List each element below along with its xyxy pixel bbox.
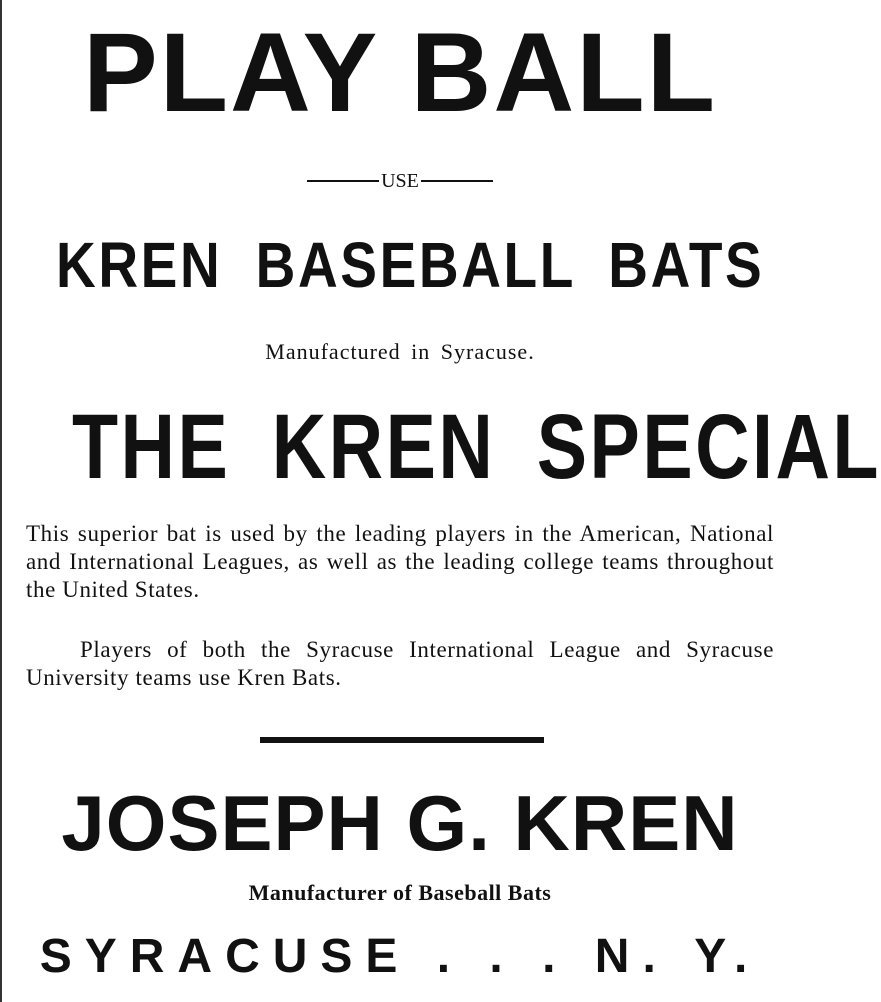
headline: PLAY BALL — [82, 10, 718, 135]
description-paragraph: This superior bat is used by the leading players in the American, National and International Leagues, as well as the leading college teams throughout the United States. — [26, 521, 774, 602]
company-role: Manufacturer of Baseball Bats — [248, 880, 552, 905]
use-left-rule — [307, 180, 379, 182]
use-label: USE — [381, 169, 419, 192]
product-name: THE KREN SPECIAL — [72, 396, 881, 498]
use-right-rule — [421, 180, 493, 182]
city-line: SYRACUSE . . . N. Y. — [39, 930, 761, 983]
use-row — [0, 166, 800, 196]
manufactured-in: Manufactured in Syracuse. — [265, 339, 535, 364]
players-paragraph: Players of both the Syracuse International League and Syracuse University teams use Kren Bats. — [26, 637, 774, 690]
company-name: JOSEPH G. KREN — [61, 779, 739, 867]
brand-line: KREN BASEBALL BATS — [56, 229, 765, 301]
section-divider — [260, 737, 544, 743]
